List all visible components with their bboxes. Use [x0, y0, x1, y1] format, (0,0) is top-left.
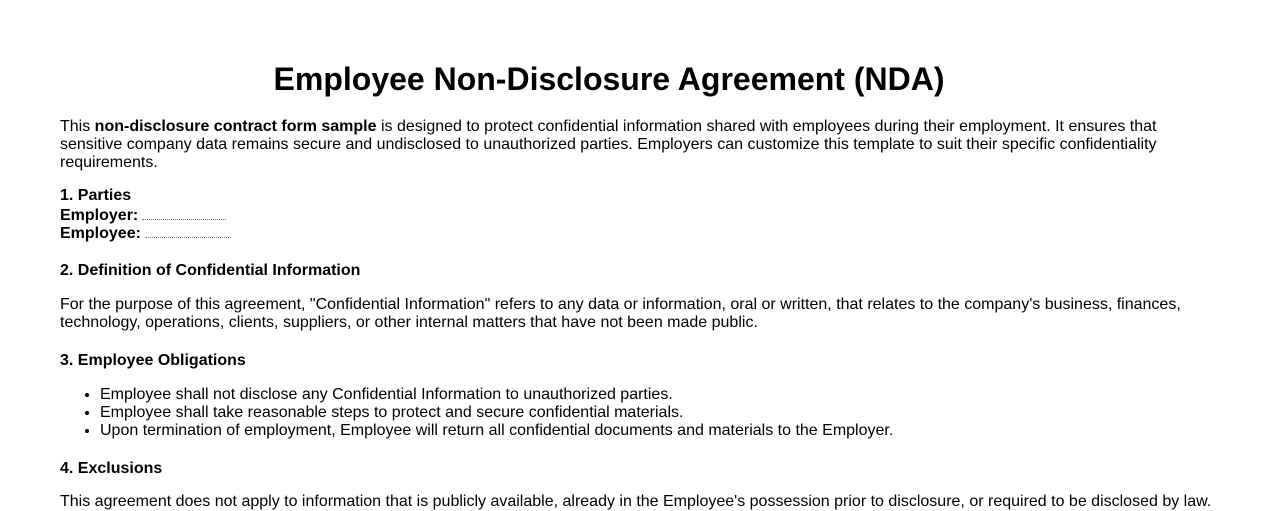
obligations-list — [60, 386, 1200, 440]
employer-name-field[interactable] — [142, 205, 226, 220]
employee-row — [60, 223, 1180, 241]
intro-text-rest: is designed to protect confidential information shared with employees during their employment. It ensures that sensitive company data remains secure and undisclosed to unauthorized parties. Employers can customize this template to suit their specific confidentiality requirements. — [60, 118, 1157, 171]
list-item: • Upon termination of employment, Employee will return all confidential documents and materials to the Employer. — [100, 422, 1200, 440]
definition-paragraph: For the purpose of this agreement, "Confidential Information" refers to any data or information, oral or written, that relates to the company's business, finances, technology, operations, clients, suppliers, or other internal matters that have not been made public. — [60, 296, 1181, 331]
exclusions-paragraph: This agreement does not apply to information that is publicly available, already in the Employee's possession prior to disclosure, or required to be disclosed by law. — [60, 493, 1212, 510]
employee-name-field[interactable] — [145, 223, 231, 238]
intro-paragraph — [60, 118, 1180, 172]
document-title: Employee Non-Disclosure Agreement (NDA) — [273, 61, 945, 97]
obligations-heading: 3. Employee Obligations — [60, 352, 246, 369]
list-item: • Employee shall take reasonable steps to protect and secure confidential materials. — [100, 404, 1200, 422]
employer-row — [60, 205, 1180, 223]
exclusions-heading: 4. Exclusions — [60, 460, 163, 477]
intro-bold-phrase: non-disclosure contract form sample — [94, 118, 377, 135]
definition-heading: 2. Definition of Confidential Information — [60, 262, 361, 279]
employer-label: Employer: — [60, 207, 139, 224]
employee-label: Employee: — [60, 225, 141, 242]
list-item: • Employee shall not disclose any Confidential Information to unauthorized parties. — [100, 386, 1200, 404]
parties-section — [60, 187, 1180, 241]
intro-text-start: This — [60, 118, 95, 135]
parties-heading: 1. Parties — [60, 187, 132, 204]
